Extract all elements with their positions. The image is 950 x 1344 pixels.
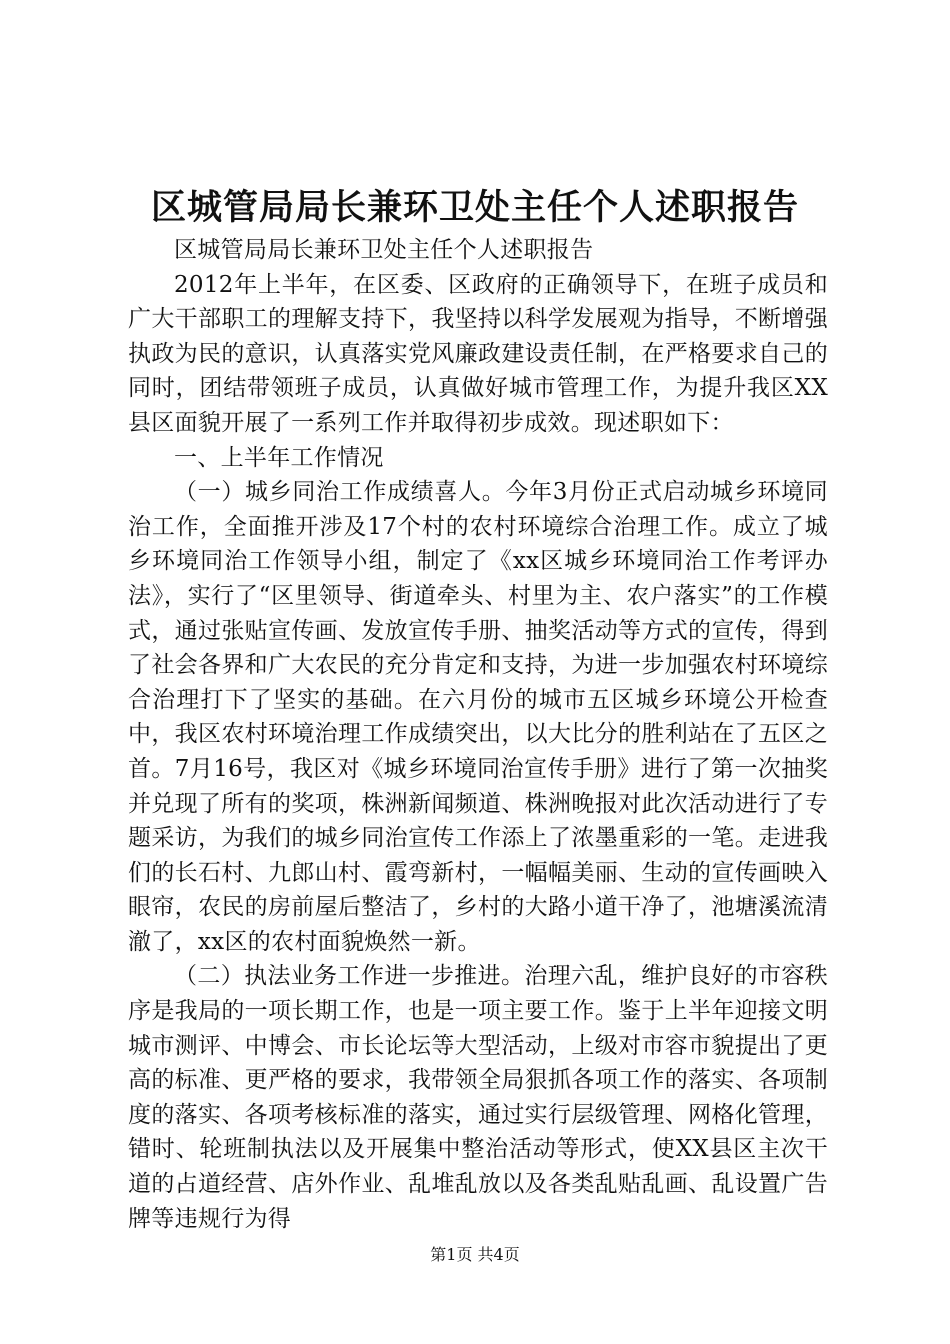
page-footer: 第1页 共4页	[430, 1245, 520, 1264]
paragraph-heading-repeat: 区城管局局长兼环卫处主任个人述职报告	[174, 237, 594, 263]
paragraph-section-1: （一）城乡同治工作成绩喜人。今年3月份正式启动城乡环境同治工作，全面推开涉及17个村的农村环境综合治理工作。成立了城乡环境同治工作领导小组，制定了《xx区城乡环境同治工作考评办法》，实行了“区里领导、街道牵头、村里为主、农户落实”的工作模式，通过张贴宣传画、发放宣传手册、抽奖活动等方式的宣传，得到了社会各界和广大农民的充分肯定和支持，为进一步加强农村环境综合治理打下了坚实的基础。在六月份的城市五区城乡环境公开检查中，我区农村环境治理工作成绩突出，以大比分的胜利站在了五区之首。7月16号，我区对《城乡环境同治宣传手册》进行了第一次抽奖并兑现了所有的奖项，株洲新闻频道、株洲晚报对此次活动进行了专题采访，为我们的城乡同治宣传工作添上了浓墨重彩的一笔。走进我们的长石村、九郎山村、霞弯新村，一幅幅美丽、生动的宣传画映入眼帘，农民的房前屋后整洁了，乡村的大路小道干净了，池塘溪流清澈了，xx区的农村面貌焕然一新。	[128, 479, 828, 955]
document-title: 区城管局局长兼环卫处主任个人述职报告	[150, 187, 799, 228]
paragraph-section-2: （二）执法业务工作进一步推进。治理六乱，维护良好的市容秩序是我局的一项长期工作，也是一项主要工作。鉴于上半年迎接文明城市测评、中博会、市长论坛等大型活动，上级对市容市貌提出了更高的标准、更严格的要求，我带领全局狠抓各项工作的落实、各项制度的落实、各项考核标准的落实，通过实行层级管理、网格化管理，错时、轮班制执法以及开展集中整治活动等形式，使XX县区主次干道的占道经营、店外作业、乱堆乱放以及各类乱贴乱画、乱设置广告牌等违规行为得	[128, 963, 828, 1232]
section-heading: 一、上半年工作情况	[174, 444, 384, 471]
paragraph-intro: 2012年上半年，在区委、区政府的正确领导下，在班子成员和广大干部职工的理解支持下，我坚持以科学发展观为指导，不断增强执政为民的意识，认真落实党风廉政建设责任制，在严格要求自己的同时，团结带领班子成员，认真做好城市管理工作，为提升我区XX县区面貌开展了一系列工作并取得初步成效。现述职如下：	[128, 271, 828, 436]
document-body	[128, 233, 828, 1236]
